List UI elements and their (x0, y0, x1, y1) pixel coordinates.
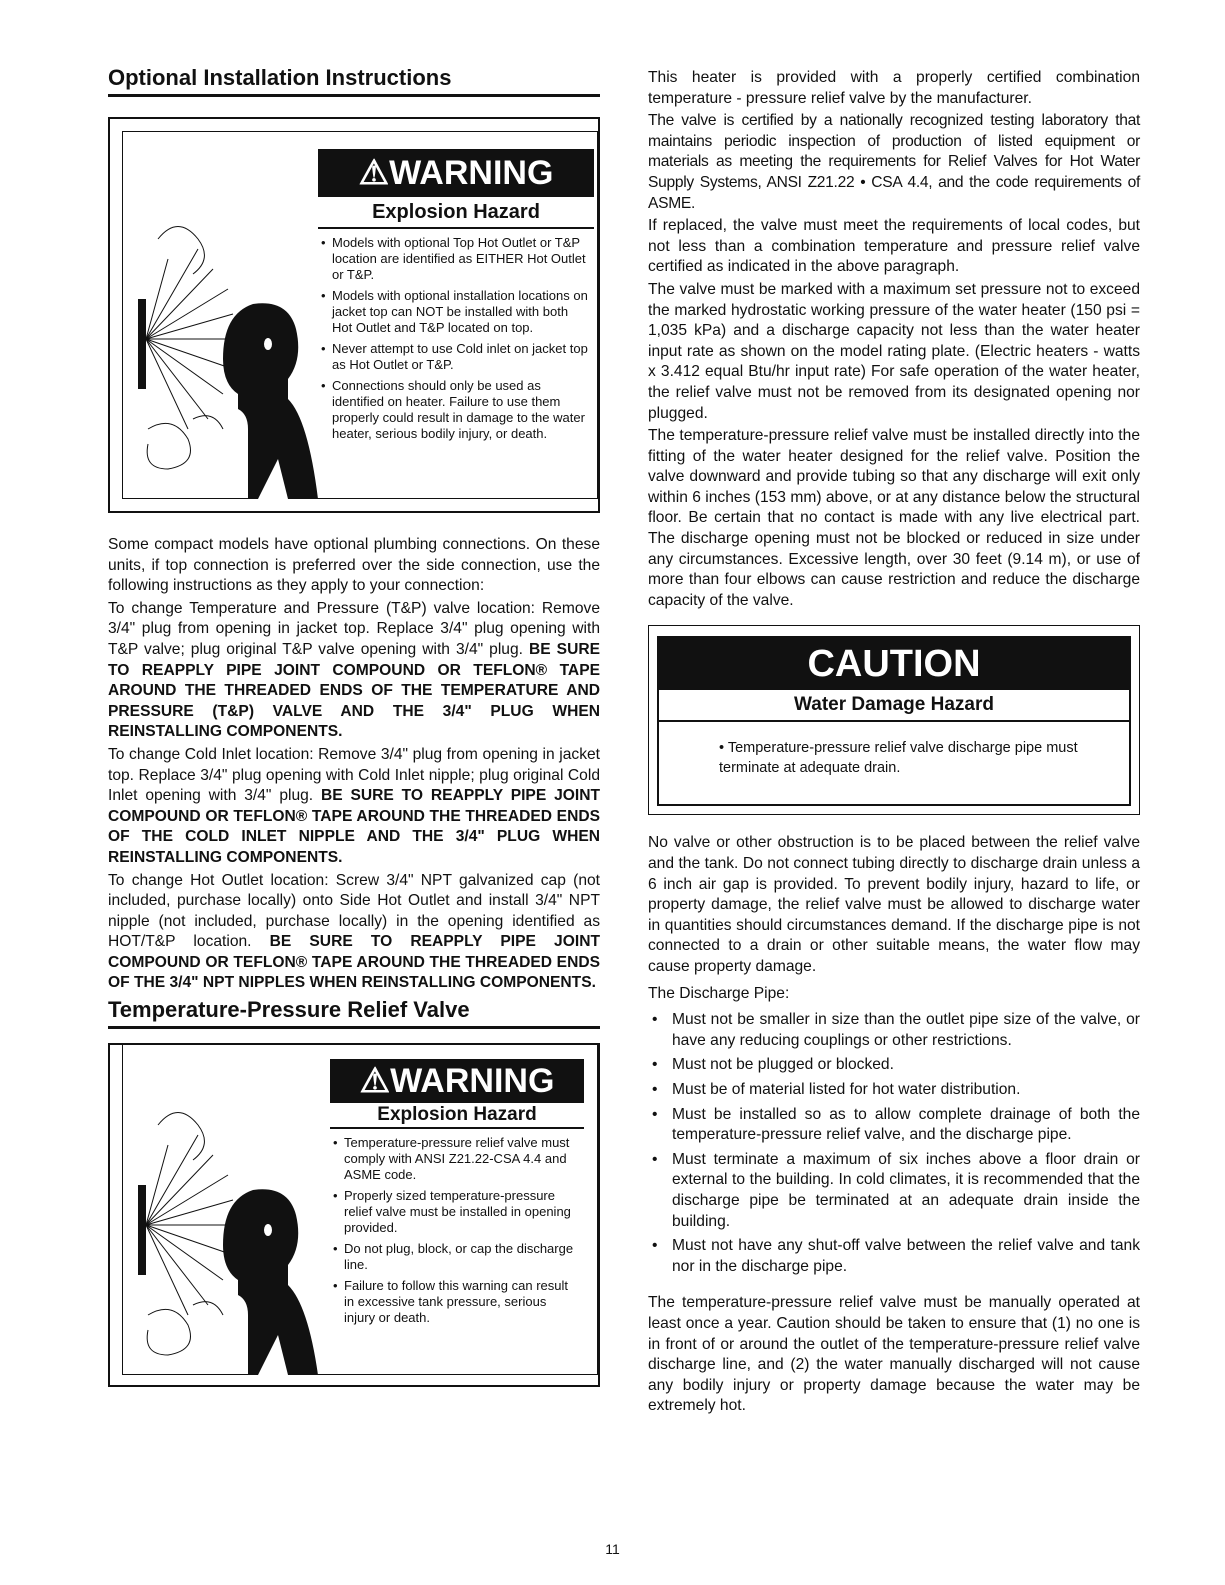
list-item: • Never attempt to use Cold inlet on jacket top as Hot Outlet or T&P. (318, 341, 588, 373)
paragraph: The valve must be marked with a maximum set pressure not to exceed the marked hydrostatic working pressure of the water heater (150 psi = 1,035 kPa) and a discharge capacity not less than the water heater input rate as shown on the model rating plate. (Electric heaters - watts x 3.412 equal Btu/hr input rate) For safe operation of the water heater, the relief valve must not be removed from its designated opening nor plugged. (648, 280, 1140, 422)
body-text-right (648, 833, 1140, 1416)
warning-subtitle: Explosion Hazard (318, 197, 594, 229)
explosion-hazard-icon (138, 1105, 328, 1375)
paragraph: The temperature-pressure relief valve must be manually operated at least once a year. Caution should be taken to ensure that (1) no one is in front of or around the outlet of the temperature-pressure relief valve discharge line, and (2) the water manually discharged will not cause any bodily injury or property damage because the water may be extremely hot. (648, 1294, 1140, 1415)
paragraph: To change Temperature and Pressure (T&P) valve location: Remove 3/4" plug from opening in jacket top. Replace 3/4" plug opening with T&P valve; plug original T&P valve opening with 3/4" plug. BE SURE TO REAPPLY PIPE JOINT COMPOUND OR TEFLON® TAPE AROUND THE THREADED ENDS OF THE TEMPERATURE AND PRESSURE (T&P) VALVE AND THE 3/4" PLUG WHEN REINSTALLING COMPONENTS. (108, 599, 600, 741)
list-item: • Must not be smaller in size than the outlet pipe size of the valve, or have any reducing couplings or other restrictions. (648, 1010, 1140, 1051)
warning-triangle-icon: ⚠ (358, 154, 390, 192)
list-item: • Must not be plugged or blocked. (648, 1055, 1140, 1076)
paragraph: The valve is certified by a nationally recognized testing laboratory that maintains periodic inspection of production of listed equipment or materials as meeting the requirements for Relief Valves for Hot Water Supply Systems, ANSI Z21.22 • CSA 4.4, and the code requirements of ASME. (648, 112, 1140, 212)
page-number: 11 (605, 1541, 620, 1557)
list-item: • Connections should only be used as identified on heater. Failure to use them properly could result in damage to the water heater, serious bodily injury, or death. (318, 378, 588, 442)
paragraph: No valve or other obstruction is to be placed between the relief valve and the tank. Do not connect tubing directly to discharge drain unless a 6 inch air gap is provided. To prevent bodily injury, hazard to life, or property damage, the relief valve must be allowed to discharge water in quantities should circumstances demand. If the discharge pipe is not connected to a drain or other suitable means, the water flow may cause property damage. (648, 834, 1140, 975)
list-item: • Models with optional Top Hot Outlet or T&P location are identified as EITHER Hot Outlet or T&P. (318, 235, 588, 283)
paragraph: Some compact models have optional plumbing connections. On these units, if top connection is preferred over the side connection, use the following instructions as they apply to your connection: (108, 536, 600, 595)
right-column (648, 68, 1140, 1417)
list-item: • Must be installed so as to allow complete drainage of both the temperature-pressure relief valve, and the discharge pipe. (648, 1105, 1140, 1146)
paragraph: If replaced, the valve must meet the requirements of local codes, but not less than a combination temperature and pressure relief valve certified as indicated in the above paragraph. (648, 217, 1140, 276)
caution-title: CAUTION (659, 638, 1129, 690)
warning-subtitle: Explosion Hazard (330, 1103, 584, 1129)
paragraph: To change Cold Inlet location: Remove 3/4" plug from opening in jacket top. Replace 3/4" plug opening with Cold Inlet nipple; plug original Cold Inlet opening with 3/4" plug. BE SURE TO REAPPLY PIPE JOINT COMPOUND OR TEFLON® TAPE AROUND THE THREADED ENDS OF THE COLD INLET NIPPLE AND THE 3/4" PLUG WHEN REINSTALLING COMPONENTS. (108, 745, 601, 866)
list-item: • Properly sized temperature-pressure relief valve must be installed in opening provided. (330, 1188, 576, 1236)
warning-box-explosion-2 (108, 1043, 600, 1387)
list-item: • Do not plug, block, or cap the discharge line. (330, 1241, 576, 1273)
warning-list (318, 235, 594, 442)
body-text-left (108, 535, 600, 994)
warning-list (330, 1135, 584, 1326)
heading-relief-valve: Temperature-Pressure Relief Valve (108, 996, 600, 1029)
list-item: • Models with optional installation locations on jacket top can NOT be installed with both Hot Outlet and T&P located on top. (318, 288, 588, 336)
paragraph: This heater is provided with a properly certified combination temperature - pressure relief valve by the manufacturer. (648, 69, 1140, 107)
list-item: • Temperature-pressure relief valve must comply with ANSI Z21.22-CSA 4.4 and ASME code. (330, 1135, 576, 1183)
explosion-hazard-icon (138, 219, 328, 499)
list-item: • Must be of material listed for hot water distribution. (648, 1080, 1140, 1101)
warning-title: ⚠WARNING (318, 149, 594, 197)
left-column (108, 64, 600, 1387)
list-item: • Must not have any shut-off valve between the relief valve and tank nor in the discharge pipe. (648, 1236, 1140, 1277)
warning-panel (318, 149, 594, 447)
list-item: • Must terminate a maximum of six inches above a floor drain or external to the building. In cold climates, it is recommended that the discharge pipe be terminated at an adequate drain inside the building. (648, 1150, 1140, 1232)
caution-panel (657, 636, 1131, 806)
warning-box-explosion-1 (108, 117, 600, 513)
caution-box (648, 625, 1140, 815)
paragraph: To change Hot Outlet location: Screw 3/4" NPT galvanized cap (not included, purchase locally) onto Side Hot Outlet and install 3/4" NPT nipple (not included, purchase locally) in the opening identified as HOT/T&P location. BE SURE TO REAPPLY PIPE JOINT COMPOUND OR TEFLON® TAPE AROUND THE THREADED ENDS OF THE 3/4" NPT NIPPLES WHEN REINSTALLING COMPONENTS. (108, 871, 600, 992)
heading-optional-installation: Optional Installation Instructions (108, 64, 600, 97)
discharge-pipe-list (648, 1010, 1140, 1277)
paragraph: The temperature-pressure relief valve must be installed directly into the fitting of the water heater designed for the relief valve. Position the valve downward and provide tubing so that any discharge will exit only within 6 inches (153 mm) above, or at any distance below the structural floor. Be certain that no contact is made with any live electrical part. The discharge opening must not be blocked or reduced in size under any circumstances. Excessive length, over 30 feet (9.14 m), or use of more than four elbows can cause restriction and reduce the discharge capacity of the valve. (648, 427, 1140, 609)
warning-panel (330, 1059, 584, 1331)
warning-triangle-icon: ⚠ (359, 1062, 391, 1101)
caution-item: • Temperature-pressure relief valve discharge pipe must terminate at adequate drain. (719, 740, 1078, 777)
warning-title: ⚠WARNING (330, 1059, 584, 1103)
paragraph: The Discharge Pipe: (648, 984, 790, 1002)
caution-subtitle: Water Damage Hazard (659, 690, 1129, 722)
list-item: • Failure to follow this warning can result in excessive tank pressure, serious injury or death. (330, 1278, 576, 1326)
